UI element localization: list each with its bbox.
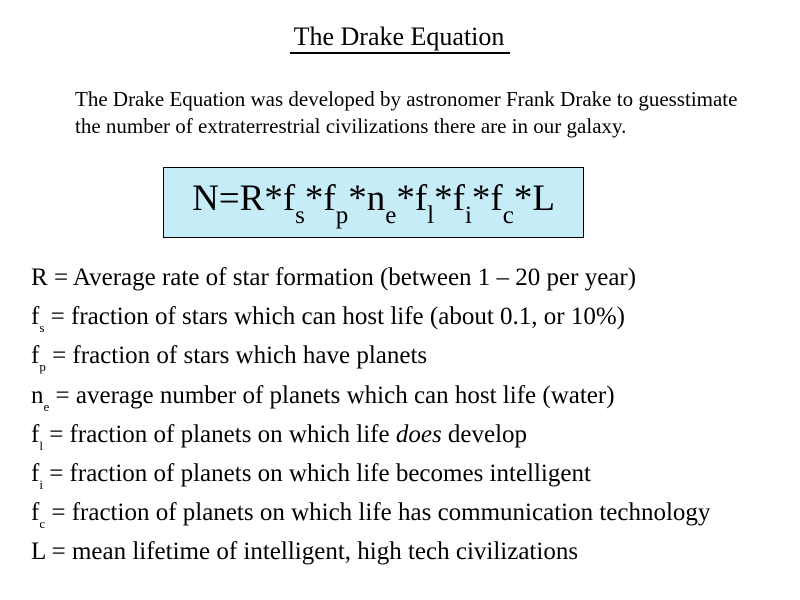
equation-term-4: $*f_l$ [396,178,435,229]
equation-term-2: $*f_p$ [304,178,349,229]
definition-fs: $f_s$ = fraction of stars which can host life (about 0.1, or 10%) [31,303,625,336]
definition-fc: $f_c$ = fraction of planets on which life has communication technology [31,499,711,532]
equation-term-6: $*f_c$ [471,178,514,229]
equation-term-5: $*f_i$ [434,178,472,229]
page-title [0,20,800,54]
emphasis-does: does [395,420,442,448]
definition-r: R = Average rate of star formation (between 1 – 20 per year) [31,264,637,291]
definitions-list [31,258,796,572]
definition-fl: $f_l$ = fraction of planets on which life does develop [31,420,528,453]
equation-term-7: *L [513,178,555,219]
definition-fi: $f_i$ = fraction of planets on which life becomes intelligent [31,459,591,492]
definition-l: L = mean lifetime of intelligent, high tech civilizations [31,538,579,566]
intro-paragraph: The Drake Equation was developed by astronomer Frank Drake to guesstimate the number of extraterrestrial civilizations there are in our galaxy. [75,87,738,138]
equation-term-1: $N=R*f_s$ [192,178,305,229]
equation-box [163,167,584,238]
title-text: The Drake Equation [290,22,511,54]
definition-fp: $f_p$ = fraction of stars which have planets [31,342,428,375]
definition-ne: $n_e$ = average number of planets which can host life (water) [31,381,615,414]
equation-term-3: $*n_e$ [348,178,397,229]
